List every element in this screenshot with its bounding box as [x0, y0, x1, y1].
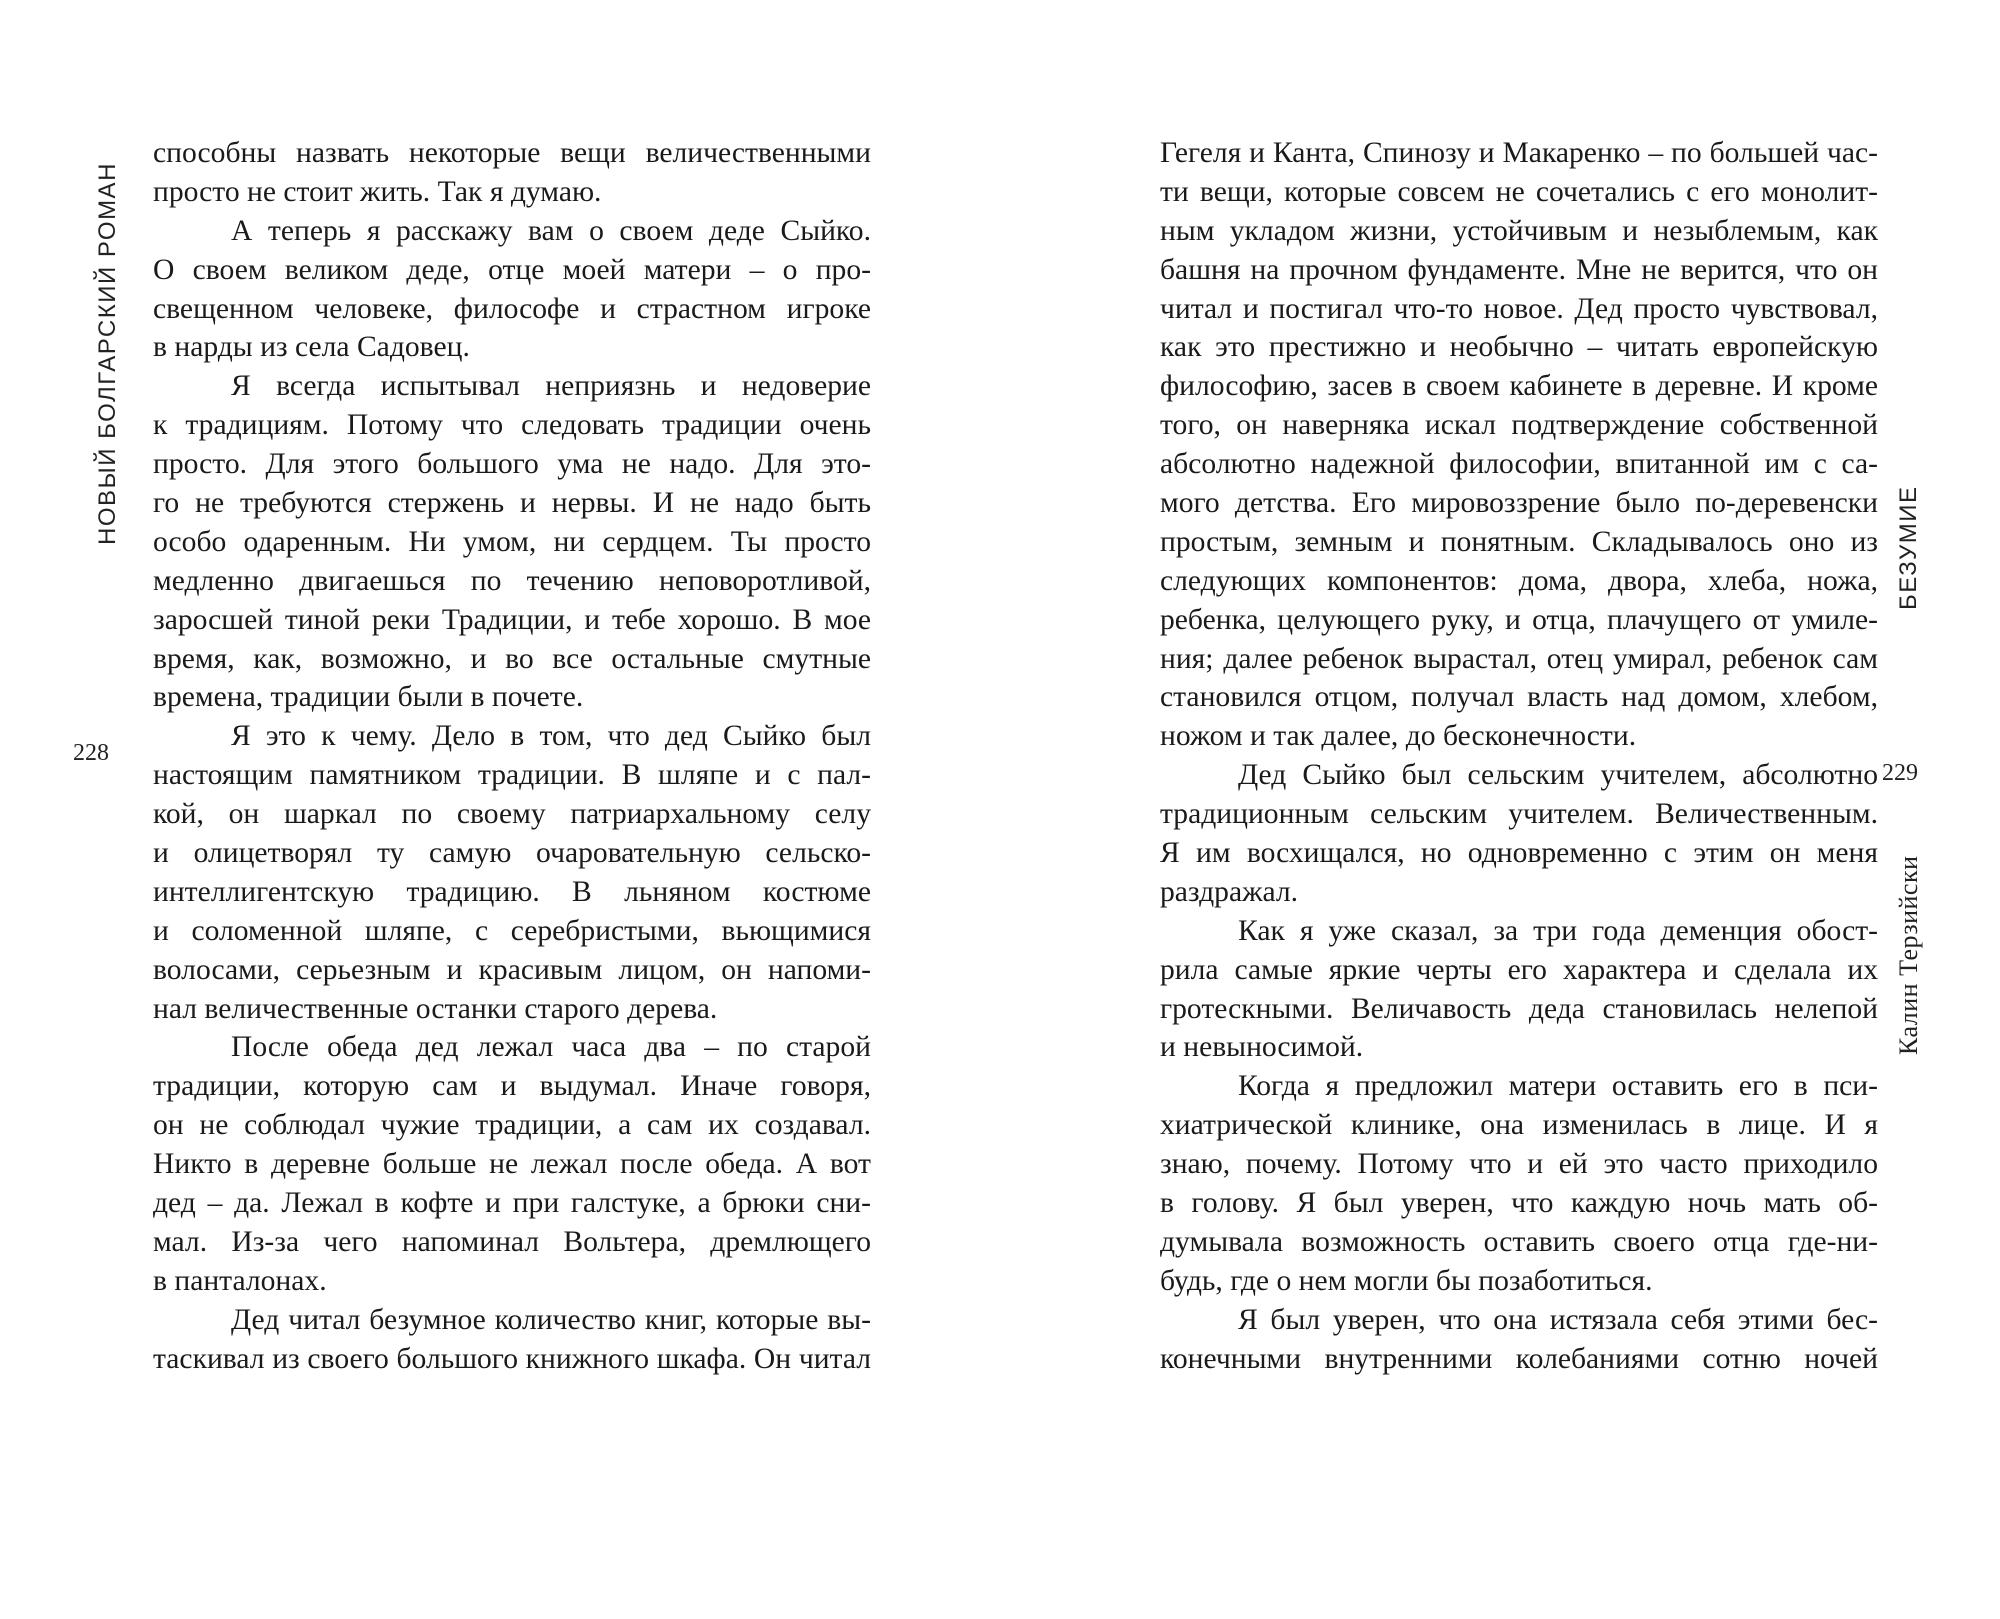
right-text-line: становился отцом, получал власть над домом, хлебом,	[1160, 681, 1878, 714]
left-text-line: После обеда дед лежал часа два – по старой	[231, 1031, 871, 1064]
left-text-line: О своем великом деде, отце моей матери – о про-	[153, 253, 871, 286]
right-text-line: ножом и так далее, до бесконечности.	[1160, 720, 1637, 753]
right-text-line: Я им восхищался, но одновременно с этим он меня	[1160, 837, 1878, 870]
right-text-line: традиционным сельским учителем. Величественным.	[1160, 798, 1878, 831]
left-text-line: Я всегда испытывал неприязнь и недоверие	[231, 370, 871, 403]
left-text-line: традиции, которую сам и выдумал. Иначе говоря,	[153, 1070, 871, 1103]
left-text-line: дед – да. Лежал в кофте и при галстуке, а брюки сни-	[153, 1187, 871, 1220]
left-text-line: волосами, серьезным и красивым лицом, он напоми-	[153, 953, 871, 986]
right-text-line: конечными внутренними колебаниями сотню ночей	[1160, 1342, 1878, 1375]
left-text-line: и олицетворял ту самую очаровательную сельско-	[153, 837, 871, 870]
right-text-line: Я был уверен, что она истязала себя этими бес-	[1238, 1303, 1878, 1336]
left-text-line: особо одаренным. Ни умом, ни сердцем. Ты просто	[153, 525, 871, 558]
right-text-line: думывала возможность оставить своего отца где-ни-	[1160, 1225, 1878, 1258]
left-text-line: времена, традиции были в почете.	[153, 681, 584, 714]
right-body-text	[1160, 134, 1878, 1379]
right-text-line: ния; далее ребенок вырастал, отец умирал, ребенок сам	[1160, 642, 1878, 675]
right-text-line: следующих компонентов: дома, двора, хлеба, ножа,	[1160, 564, 1878, 597]
right-text-line: философию, засев в своем кабинете в деревне. И кроме	[1160, 370, 1878, 403]
right-running-head: БЕЗУМИЕ	[1895, 485, 1922, 610]
right-text-line: Дед Сыйко был сельским учителем, абсолютно	[1238, 759, 1878, 792]
right-text-line: ребенка, целующего руку, и отца, плачущего от умиле-	[1160, 603, 1878, 636]
right-text-line: ти вещи, которые совсем не сочетались с его монолит-	[1160, 175, 1878, 208]
right-text-line: Гегеля и Канта, Спинозу и Макаренко – по большей час-	[1160, 137, 1878, 169]
left-text-line: кой, он шаркал по своему патриархальному селу	[153, 798, 871, 831]
left-text-line: настоящим памятником традиции. В шляпе и с пал-	[153, 759, 871, 792]
right-text-line: и невыносимой.	[1160, 1031, 1364, 1064]
left-page-number: 228	[73, 740, 109, 766]
right-text-line: простым, земным и понятным. Складывалось оно из	[1160, 525, 1878, 558]
left-text-line: интеллигентскую традицию. В льняном костюме	[153, 875, 871, 908]
left-text-line: заросшей тиной реки Традиции, и тебе хорошо. В мое	[153, 603, 871, 636]
left-text-line: Никто в деревне больше не лежал после обеда. А вот	[153, 1148, 871, 1181]
left-text-line: и соломенной шляпе, с серебристыми, вьющимися	[153, 914, 871, 947]
left-text-line: просто. Для этого большого ума не надо. Для это-	[153, 448, 871, 481]
left-text-line: просто не стоит жить. Так я думаю.	[153, 175, 602, 208]
right-text-line: в голову. Я был уверен, что каждую ночь мать об-	[1160, 1187, 1878, 1220]
right-text-line: Как я уже сказал, за три года деменция обост-	[1238, 914, 1878, 947]
right-text-line: Когда я предложил матери оставить его в пси-	[1238, 1070, 1878, 1103]
right-text-line: как это престижно и необычно – читать европейскую	[1160, 331, 1878, 364]
left-running-head: НОВЫЙ БОЛГАРСКИЙ РОМАН	[94, 162, 121, 545]
right-text-line: абсолютно надежной философии, впитанной им с са-	[1160, 448, 1878, 481]
left-text-line: го не требуются стержень и нервы. И не надо быть	[153, 487, 871, 520]
right-text-line: того, он наверняка искал подтверждение собственной	[1160, 409, 1878, 442]
right-text-line: мого детства. Его мировоззрение было по-деревенски	[1160, 487, 1878, 520]
left-text-line: он не соблюдал чужие традиции, а сам их создавал.	[153, 1109, 871, 1142]
right-running-author: Калин Терзийски	[1894, 855, 1923, 1055]
right-text-line: читал и постигал что-то новое. Дед просто чувствовал,	[1160, 292, 1878, 325]
left-text-line: свещенном человеке, философе и страстном игроке	[153, 292, 871, 325]
left-text-line: мал. Из-за чего напоминал Вольтера, дремлющего	[153, 1225, 871, 1258]
right-text-line: рила самые яркие черты его характера и сделала их	[1160, 953, 1878, 986]
left-text-line: в панталонах.	[153, 1264, 327, 1297]
right-text-line: знаю, почему. Потому что и ей это часто приходило	[1160, 1148, 1878, 1181]
right-text-line: гротескными. Величавость деда становилась нелепой	[1160, 992, 1878, 1025]
right-text-line: будь, где о нем могли бы позаботиться.	[1160, 1264, 1653, 1297]
right-page-number: 229	[1882, 760, 1918, 786]
left-body-text	[153, 134, 871, 1379]
left-text-line: нал величественные останки старого дерева.	[153, 992, 718, 1025]
right-page	[1000, 0, 2000, 1619]
left-text-line: таскивал из своего большого книжного шкафа. Он читал	[153, 1342, 871, 1375]
left-text-line: Дед читал безумное количество книг, которые вы-	[231, 1303, 871, 1336]
right-text-line: башня на прочном фундаменте. Мне не верится, что он	[1160, 253, 1878, 286]
left-text-line: А теперь я расскажу вам о своем деде Сыйко.	[231, 214, 871, 247]
right-text-line: раздражал.	[1160, 875, 1299, 908]
right-text-line: ным укладом жизни, устойчивым и незыблемым, как	[1160, 214, 1878, 247]
left-text-line: время, как, возможно, и во все остальные смутные	[153, 642, 871, 675]
left-text-line: Я это к чему. Дело в том, что дед Сыйко был	[231, 720, 871, 753]
left-text-line: в нарды из села Садовец.	[153, 331, 470, 364]
right-text-line: хиатрической клинике, она изменилась в лице. И я	[1160, 1109, 1878, 1142]
left-text-line: медленно двигаешься по течению неповоротливой,	[153, 564, 871, 597]
left-text-line: способны назвать некоторые вещи величественными	[153, 137, 871, 169]
left-text-line: к традициям. Потому что следовать традиции очень	[153, 409, 871, 442]
